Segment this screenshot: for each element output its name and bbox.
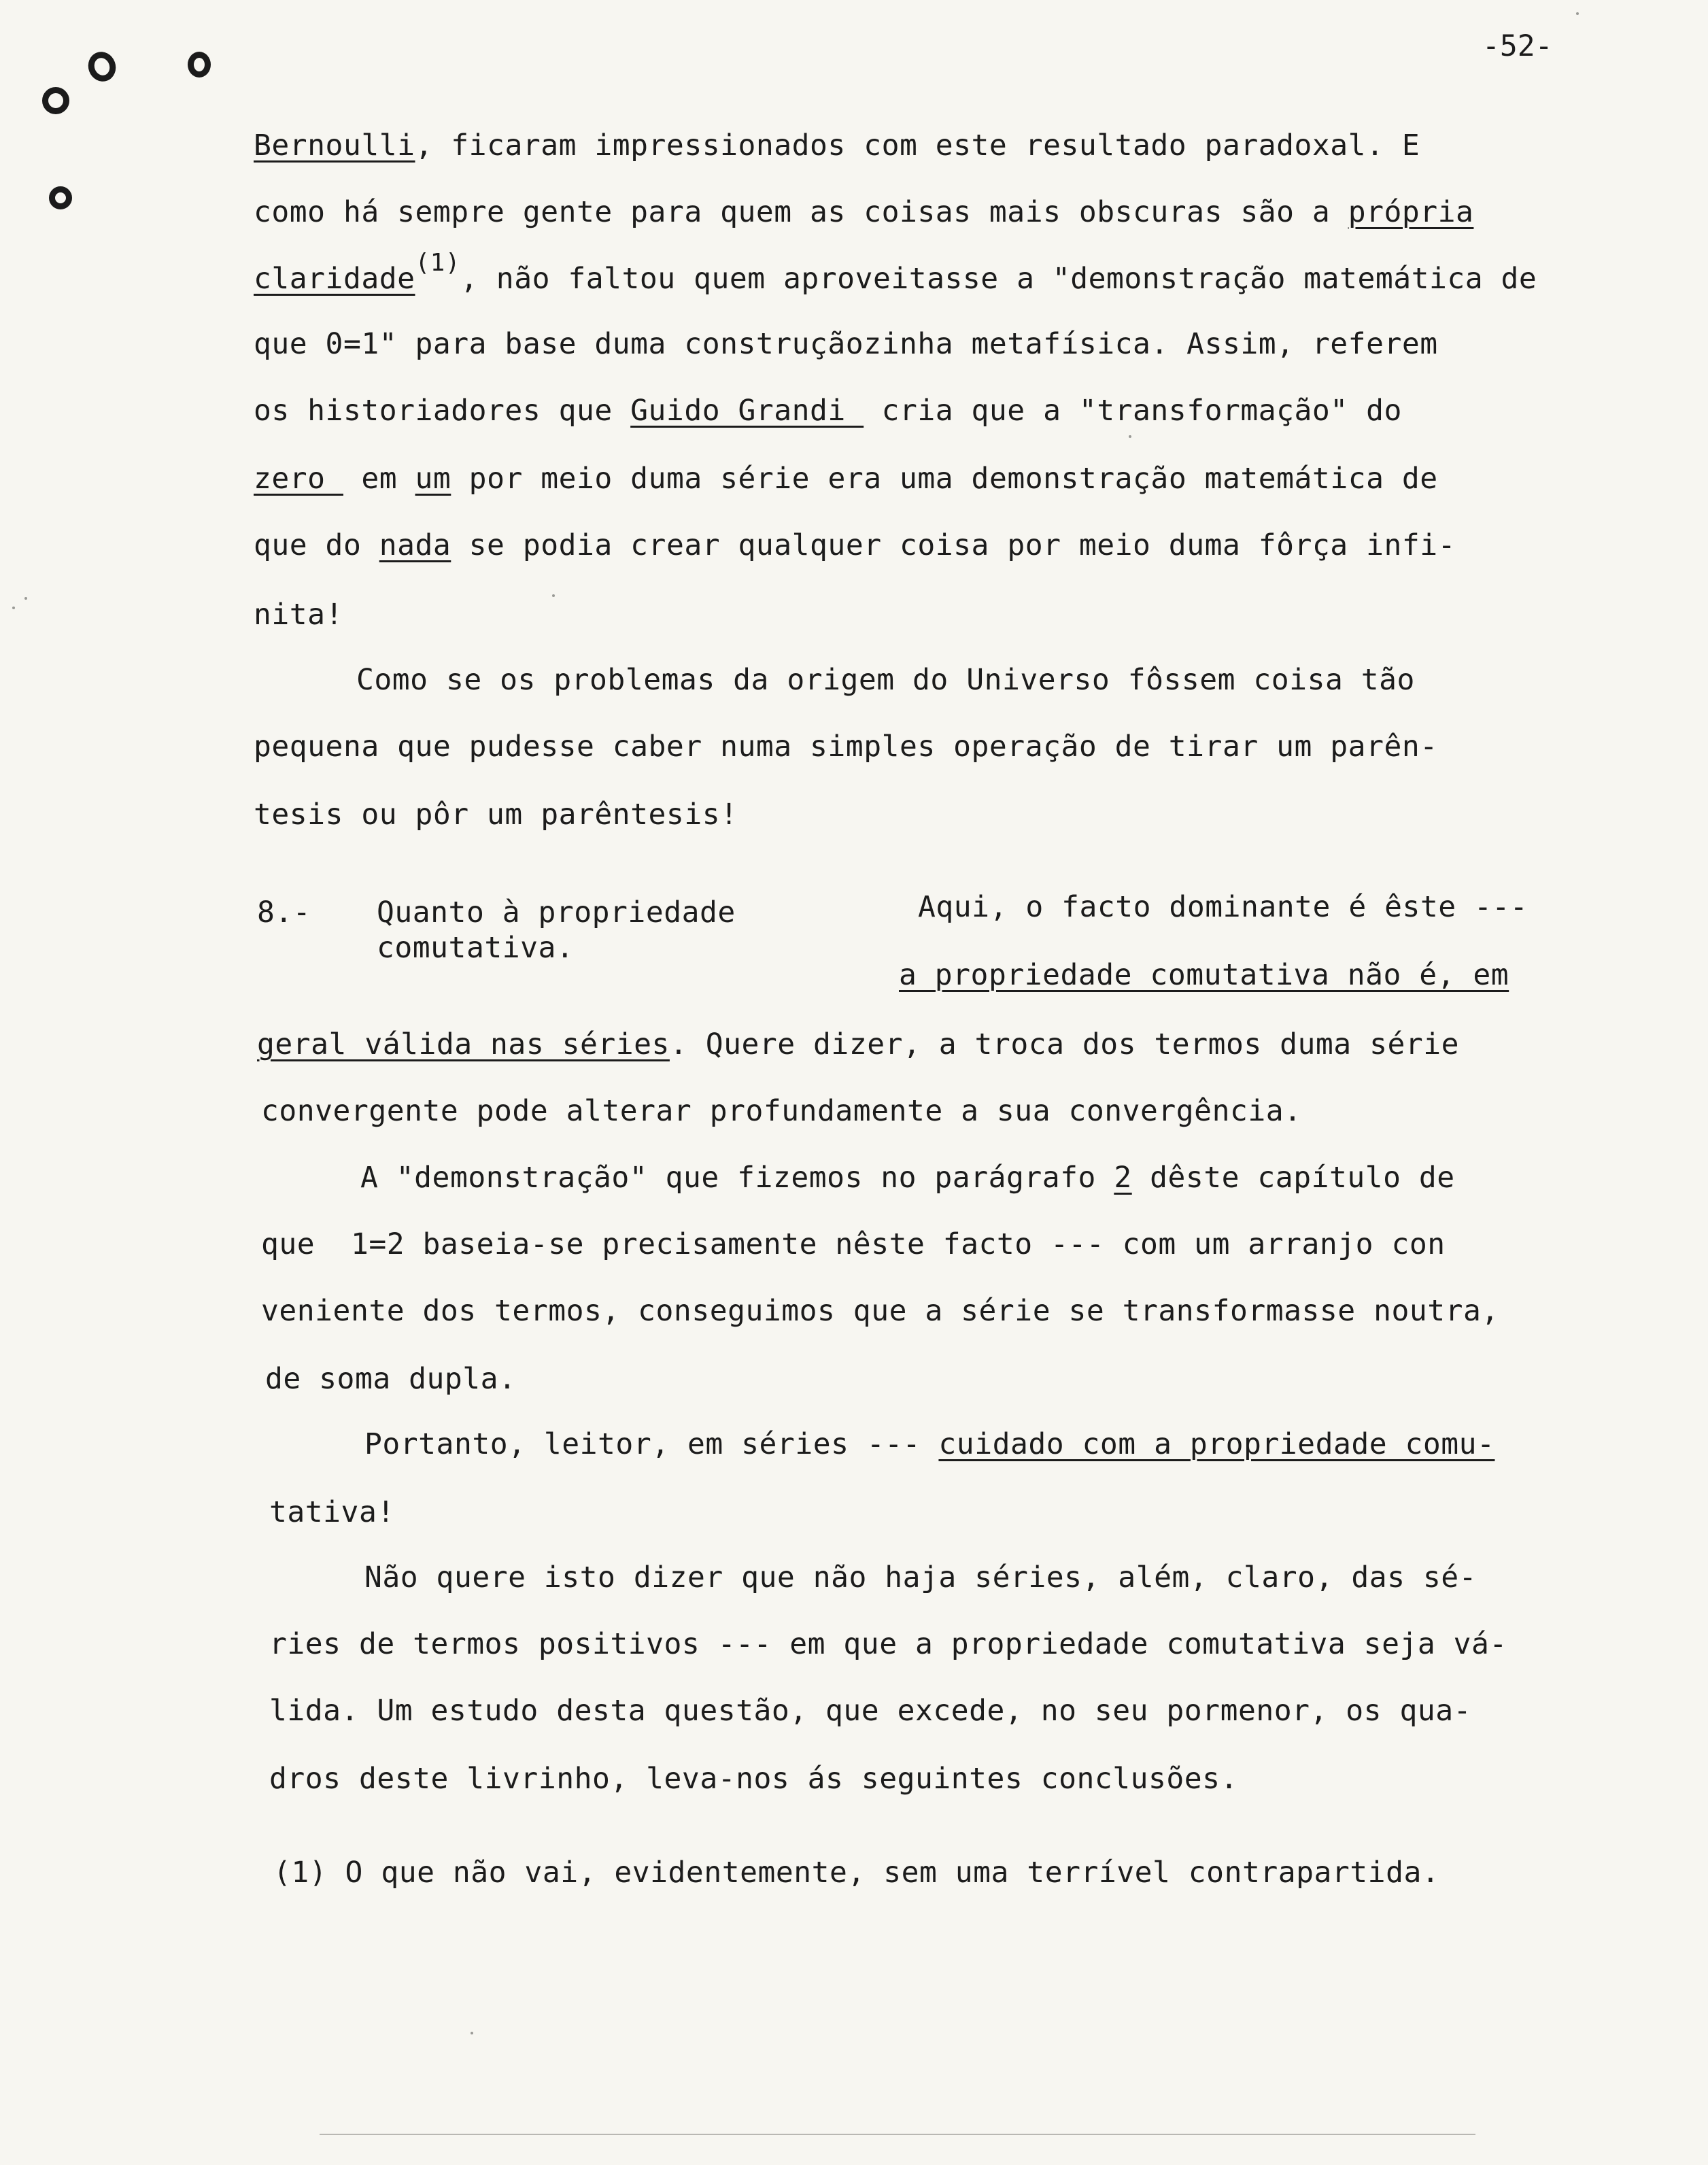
text-segment: Como se os problemas da origem do Universo fôssem coisa tão <box>356 663 1415 697</box>
text-line <box>254 596 343 634</box>
punch-hole-icon <box>188 52 211 78</box>
text-segment: nita! <box>254 598 343 632</box>
text-line <box>257 1025 1459 1063</box>
underlined-text: cuidado com a propriedade comu- <box>938 1427 1495 1461</box>
underlined-text: nada <box>379 528 451 562</box>
underlined-text: a propriedade comutativa não é, em <box>899 958 1509 992</box>
section-title <box>377 893 736 932</box>
page-bottom-edge <box>320 2134 1475 2135</box>
text-line <box>360 1159 1455 1197</box>
text-segment: A "demonstração" que fizemos no parágrafo <box>360 1161 1114 1195</box>
scan-speck <box>12 607 15 609</box>
underlined-text: geral válida nas séries <box>257 1027 670 1061</box>
text-line <box>254 126 1420 165</box>
text-segment: que 0=1" para base duma construçãozinha metafísica. Assim, referem <box>254 327 1438 361</box>
text-line <box>261 1225 1446 1263</box>
text-line <box>269 1692 1471 1730</box>
scan-speck <box>1129 435 1131 438</box>
text-segment: Portanto, leitor, em séries --- <box>364 1427 939 1461</box>
underlined-text: Bernoulli <box>254 129 415 163</box>
text-segment: em <box>343 462 415 496</box>
underlined-text: Guido Grandi <box>630 394 864 428</box>
text-line <box>918 888 1528 926</box>
text-line <box>899 956 1509 994</box>
scan-speck <box>1576 12 1579 15</box>
text-segment: lida. Um estudo desta questão, que excede, no seu pormenor, os qua- <box>269 1694 1472 1728</box>
text-segment: por meio duma série era uma demonstração matemática de <box>451 462 1438 496</box>
text-line <box>254 325 1438 363</box>
punch-hole-icon <box>49 186 72 209</box>
underlined-text: 2 <box>1114 1161 1132 1195</box>
text-segment: (1) O que não vai, evidentemente, sem uma terrível contrapartida. <box>273 1856 1440 1890</box>
text-segment: , não faltou quem aproveitasse a "demonstração matemática de <box>460 262 1537 296</box>
text-line <box>254 460 1438 498</box>
text-segment: que do <box>254 528 379 562</box>
text-line <box>254 728 1438 766</box>
text-segment: Não quere isto dizer que não haja séries, além, claro, das sé- <box>364 1561 1478 1595</box>
page-number: -52- <box>1482 29 1553 63</box>
text-segment: tesis ou pôr um parêntesis! <box>254 798 738 832</box>
punch-hole-icon <box>42 87 69 114</box>
underlined-text: própria <box>1348 195 1474 229</box>
text-line <box>269 1760 1238 1798</box>
text-segment: 8.- <box>257 896 311 930</box>
text-segment: dros deste livrinho, leva-nos ás seguintes conclusões. <box>269 1762 1238 1796</box>
scan-speck <box>471 2032 473 2034</box>
text-segment: . Quere dizer, a troca dos termos duma série <box>669 1027 1460 1061</box>
underlined-text: um <box>415 462 451 496</box>
text-segment: ries de termos positivos --- em que a propriedade comutativa seja vá- <box>269 1627 1507 1661</box>
text-line <box>254 193 1473 231</box>
text-segment: , ficaram impressionados com este resultado paradoxal. E <box>415 129 1420 163</box>
text-segment: veniente dos termos, conseguimos que a série se transformasse noutra, <box>261 1294 1499 1328</box>
text-segment: convergente pode alterar profundamente a sua convergência. <box>261 1094 1302 1128</box>
underlined-text: zero <box>254 462 343 496</box>
text-line <box>356 661 1415 699</box>
text-segment: Quanto à propriedade <box>377 896 736 930</box>
text-line <box>269 1493 395 1531</box>
footnote-marker: (1) <box>415 249 461 277</box>
text-segment: Aqui, o facto dominante é êste --- <box>918 890 1528 924</box>
text-line <box>254 392 1402 430</box>
text-line <box>364 1425 1494 1463</box>
scan-speck <box>24 597 27 600</box>
text-segment: de soma dupla. <box>265 1362 517 1396</box>
text-line <box>254 249 1537 300</box>
text-segment: comutativa. <box>377 931 575 965</box>
text-line <box>254 526 1456 564</box>
punch-hole-icon <box>84 48 120 85</box>
text-segment: pequena que pudesse caber numa simples operação de tirar um parên- <box>254 730 1438 764</box>
text-segment: como há sempre gente para quem as coisas mais obscuras são a <box>254 195 1348 229</box>
text-line <box>254 796 738 834</box>
text-segment: se podia crear qualquer coisa por meio duma fôrça infi- <box>451 528 1456 562</box>
scan-speck <box>552 594 555 597</box>
text-segment: tativa! <box>269 1495 395 1529</box>
text-line <box>261 1292 1499 1330</box>
text-segment: dêste capítulo de <box>1131 1161 1455 1195</box>
text-line <box>261 1092 1302 1130</box>
text-segment: que 1=2 baseia-se precisamente nêste facto --- com um arranjo con <box>261 1227 1446 1261</box>
text-segment: cria que a "transformação" do <box>864 394 1402 428</box>
text-segment: os historiadores que <box>254 394 631 428</box>
text-line <box>269 1625 1507 1663</box>
footnote <box>273 1854 1439 1892</box>
text-line <box>265 1360 516 1398</box>
underlined-text: claridade <box>254 262 415 296</box>
section-title-line-2 <box>377 929 574 967</box>
section-number <box>257 893 311 932</box>
text-line <box>364 1558 1477 1597</box>
